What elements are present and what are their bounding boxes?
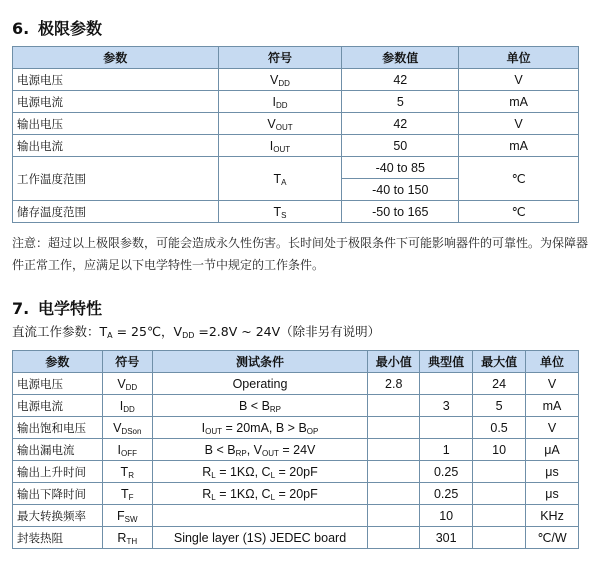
table-row <box>13 201 579 223</box>
param-cell: 电源电流 <box>13 91 219 113</box>
electrical-characteristics-table <box>12 350 579 549</box>
symbol-subscript: DD <box>278 78 290 88</box>
symbol-letter: T <box>273 171 282 186</box>
symbol-cell <box>102 461 152 483</box>
min-cell <box>368 505 420 527</box>
table-header-row <box>13 351 579 373</box>
param-cell: 电源电压 <box>13 69 219 91</box>
symbol-subscript: DD <box>123 404 135 414</box>
col-header-symbol: 符号 <box>218 47 342 69</box>
symbol-letter: T <box>120 464 129 479</box>
symbol-cell <box>102 417 152 439</box>
table-row <box>13 461 579 483</box>
condition-cell: $I_{OUT} = 20mA$, $B > B_{OP}$ <box>152 417 368 439</box>
symbol-subscript: OUT <box>275 122 293 132</box>
symbol-subscript: A <box>281 177 287 187</box>
unit-cell: μA <box>526 439 579 461</box>
value-cell: -40 to 85 <box>342 157 459 179</box>
ta-value: = 25℃， <box>112 324 174 339</box>
max-cell: 10 <box>473 439 526 461</box>
condition-cell: $R_L = 1K\Omega$, $C_L = 20pF$ <box>152 461 368 483</box>
vdd-symbol: V <box>173 324 183 339</box>
min-cell <box>368 439 420 461</box>
symbol-letter: I <box>272 94 276 109</box>
section-7-number: 7. <box>12 299 30 318</box>
unit-cell: ℃/W <box>526 527 579 549</box>
condition-cell: $B < B_{RP}$, $V_{OUT} = 24V$ <box>152 439 368 461</box>
col-header-param: 参数 <box>13 47 219 69</box>
param-cell: 工作温度范围 <box>13 157 219 201</box>
param-cell: 输出漏电流 <box>13 439 103 461</box>
value-cell: 5 <box>342 91 459 113</box>
symbol-cell <box>218 69 342 91</box>
condition-cell <box>152 505 368 527</box>
symbol-subscript: OUT <box>273 144 291 154</box>
symbol-cell <box>102 395 152 417</box>
value-cell: 42 <box>342 113 459 135</box>
ta-subscript: A <box>107 331 113 340</box>
typ-cell <box>420 373 473 395</box>
max-cell <box>473 461 526 483</box>
conditions-prefix: 直流工作参数： <box>12 324 100 339</box>
absolute-max-table <box>12 46 579 223</box>
col-header-min: 最小值 <box>368 351 420 373</box>
symbol-letter: I <box>269 138 274 153</box>
param-cell: 储存温度范围 <box>13 201 219 223</box>
value-cell: 50 <box>342 135 459 157</box>
max-cell <box>473 505 526 527</box>
abs-max-note: 注意：超过以上极限参数，可能会造成永久性伤害。长时间处于极限条件下可能影响器件的可靠性。为保障器件正常工作，应满足以下电学特性一节中规定的工作条件。 <box>12 236 589 272</box>
param-cell: 电源电流 <box>13 395 103 417</box>
symbol-subscript: DSon <box>121 426 142 436</box>
table-row <box>13 505 579 527</box>
unit-cell: ℃ <box>459 157 579 201</box>
param-cell: 输出上升时间 <box>13 461 103 483</box>
symbol-cell <box>218 157 342 201</box>
typ-cell <box>420 417 473 439</box>
symbol-cell <box>102 373 152 395</box>
symbol-cell <box>218 135 342 157</box>
min-cell <box>368 417 420 439</box>
table-row <box>13 417 579 439</box>
param-cell: 最大转换频率 <box>13 505 103 527</box>
typ-cell: 1 <box>420 439 473 461</box>
max-cell <box>473 483 526 505</box>
table-row <box>13 395 579 417</box>
condition-cell: $R_L = 1K\Omega$, $C_L = 20pF$ <box>152 483 368 505</box>
symbol-cell <box>102 439 152 461</box>
max-cell: 0.5 <box>473 417 526 439</box>
symbol-letter: T <box>273 204 282 219</box>
table-row <box>13 157 579 179</box>
symbol-letter: V <box>117 376 126 391</box>
section-6-heading <box>12 16 102 39</box>
section-6-title: 极限参数 <box>38 19 103 38</box>
typ-cell: 301 <box>420 527 473 549</box>
param-cell: 输出电流 <box>13 135 219 157</box>
symbol-subscript: F <box>128 492 134 502</box>
symbol-subscript: R <box>128 470 134 480</box>
unit-cell: mA <box>459 135 579 157</box>
symbol-letter: T <box>121 486 129 501</box>
table-row <box>13 69 579 91</box>
table-row <box>13 91 579 113</box>
section-6-number: 6. <box>12 19 30 38</box>
unit-cell: μs <box>526 483 579 505</box>
col-header-param: 参数 <box>13 351 103 373</box>
table-header-row <box>13 47 579 69</box>
section-7-title: 电学特性 <box>38 299 103 318</box>
min-cell: 2.8 <box>368 373 420 395</box>
value-cell: -40 to 150 <box>342 179 459 201</box>
col-header-unit: 单位 <box>526 351 579 373</box>
symbol-subscript: OFF <box>121 448 137 458</box>
min-cell <box>368 483 420 505</box>
symbol-subscript: DD <box>125 382 138 392</box>
value-cell: -50 to 165 <box>342 201 459 223</box>
condition-cell: $B < B_{RP}$ <box>152 395 368 417</box>
param-cell: 输出饱和电压 <box>13 417 103 439</box>
symbol-cell <box>102 505 152 527</box>
max-cell: 5 <box>473 395 526 417</box>
section-7-heading <box>12 296 102 319</box>
unit-cell: μs <box>526 461 579 483</box>
value-cell: 42 <box>342 69 459 91</box>
symbol-letter: V <box>270 72 279 87</box>
symbol-letter: V <box>113 420 122 435</box>
table-row <box>13 373 579 395</box>
symbol-cell <box>218 91 342 113</box>
max-cell <box>473 527 526 549</box>
unit-cell: mA <box>526 395 579 417</box>
symbol-letter: R <box>117 530 127 545</box>
condition-cell: Operating <box>152 373 368 395</box>
unit-cell: V <box>459 69 579 91</box>
unit-cell: V <box>526 417 579 439</box>
typ-cell: 10 <box>420 505 473 527</box>
symbol-letter: I <box>119 398 124 413</box>
symbol-subscript: SW <box>124 514 138 524</box>
condition-cell: Single layer (1S) JEDEC board <box>152 527 368 549</box>
typ-cell: 0.25 <box>420 483 473 505</box>
vdd-subscript: DD <box>182 331 195 340</box>
min-cell <box>368 527 420 549</box>
symbol-subscript: S <box>281 210 287 220</box>
table-row <box>13 483 579 505</box>
col-header-typ: 典型值 <box>420 351 473 373</box>
col-header-value: 参数值 <box>342 47 459 69</box>
symbol-letter: V <box>267 116 276 131</box>
table-row <box>13 439 579 461</box>
param-cell: 输出下降时间 <box>13 483 103 505</box>
col-header-symbol: 符号 <box>102 351 152 373</box>
symbol-cell <box>102 527 152 549</box>
unit-cell: V <box>459 113 579 135</box>
table-row <box>13 527 579 549</box>
max-cell: 24 <box>473 373 526 395</box>
symbol-cell <box>102 483 152 505</box>
symbol-cell <box>218 201 342 223</box>
unit-cell: ℃ <box>459 201 579 223</box>
table-row <box>13 113 579 135</box>
typ-cell: 0.25 <box>420 461 473 483</box>
test-conditions <box>12 322 380 340</box>
typ-cell: 3 <box>420 395 473 417</box>
param-cell: 电源电压 <box>13 373 103 395</box>
unit-cell: mA <box>459 91 579 113</box>
col-header-unit: 单位 <box>459 47 579 69</box>
symbol-subscript: TH <box>126 536 138 546</box>
symbol-subscript: DD <box>275 100 288 110</box>
vdd-value: =2.8V ~ 24V（除非另有说明） <box>194 324 381 339</box>
col-header-max: 最大值 <box>473 351 526 373</box>
min-cell <box>368 395 420 417</box>
table-row <box>13 135 579 157</box>
symbol-letter: F <box>117 508 125 523</box>
param-cell: 输出电压 <box>13 113 219 135</box>
param-cell: 封装热阻 <box>13 527 103 549</box>
col-header-condition: 测试条件 <box>152 351 368 373</box>
symbol-cell <box>218 113 342 135</box>
ta-symbol: T <box>99 324 108 339</box>
unit-cell: KHz <box>526 505 579 527</box>
min-cell <box>368 461 420 483</box>
symbol-letter: I <box>117 442 121 457</box>
unit-cell: V <box>526 373 579 395</box>
